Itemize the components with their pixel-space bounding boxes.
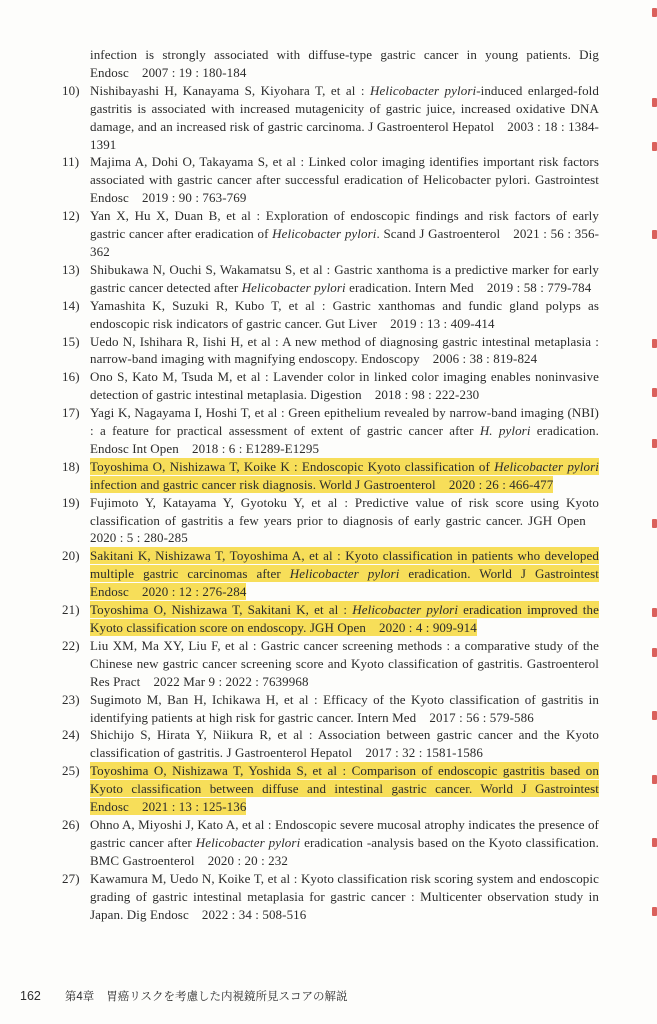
reference-item xyxy=(62,404,599,458)
page-edge-mark xyxy=(652,608,657,617)
reference-number: 16) xyxy=(62,369,80,385)
reference-number: 12) xyxy=(62,208,80,224)
reference-item xyxy=(62,82,599,154)
reference-number: 14) xyxy=(62,297,80,313)
reference-item xyxy=(62,46,599,82)
reference-text: Toyoshima O, Nishizawa T, Koike K : Endoscopic Kyoto classification of Helicobacter pylori infection and gastric cancer risk diagnosis. World J Gastroenterol 2020 : 26 : 466-477 xyxy=(90,458,599,492)
reference-text: Yan X, Hu X, Duan B, et al : Exploration of endoscopic findings and risk factors of early gastric cancer after eradication of Helicobacter pylori. Scand J Gastroenterol 2021 : 56 : 356-362 xyxy=(90,208,599,259)
reference-item xyxy=(62,726,599,762)
page-edge-mark xyxy=(652,711,657,720)
reference-number: 18) xyxy=(62,458,80,474)
reference-text: Ohno A, Miyoshi J, Kato A, et al : Endoscopic severe mucosal atrophy indicates the presence of gastric cancer after Helicobacter pylori eradication -analysis based on the Kyoto classification. BMC Gastroenterol 2020 : 20 : 232 xyxy=(90,816,599,868)
page-edge-mark xyxy=(652,339,657,348)
page-edge-mark xyxy=(652,838,657,847)
reference-number: 22) xyxy=(62,637,80,653)
reference-item xyxy=(62,261,599,297)
reference-number: 25) xyxy=(62,763,80,779)
reference-number: 27) xyxy=(62,870,80,886)
reference-number: 23) xyxy=(62,691,80,707)
reference-text: Uedo N, Ishihara R, Iishi H, et al : A new method of diagnosing gastric intestinal metaplasia : narrow-band imaging with magnifying endoscopy. Endoscopy 2006 : 38 : 819-824 xyxy=(90,333,599,367)
reference-text: Fujimoto Y, Katayama Y, Gyotoku Y, et al : Predictive value of risk score using Kyoto classification of gastritis a few years prior to diagnosis of early gastric cancer. JGH Open 2020 : 5 : 280-285 xyxy=(90,494,599,546)
reference-list xyxy=(62,46,599,923)
page-edge-mark xyxy=(652,8,657,17)
reference-item xyxy=(62,637,599,691)
reference-item xyxy=(62,333,599,369)
reference-number: 15) xyxy=(62,333,80,349)
reference-text: Kawamura M, Uedo N, Koike T, et al : Kyoto classification risk scoring system and endoscopic grading of gastric intestinal metaplasia for gastric cancer : Multicenter observation study in Japan. Dig Endosc 2022 : 34 : 508-516 xyxy=(90,870,599,922)
reference-number: 11) xyxy=(62,154,80,170)
reference-number: 10) xyxy=(62,82,80,98)
page-edge-mark xyxy=(652,142,657,151)
reference-item xyxy=(62,870,599,924)
reference-item xyxy=(62,153,599,207)
reference-item xyxy=(62,762,599,816)
reference-text: Shibukawa N, Ouchi S, Wakamatsu S, et al : Gastric xanthoma is a predictive marker for early gastric cancer detected after Helicobacter pylori eradication. Intern Med 2019 : 58 : 779-784 xyxy=(90,261,599,295)
reference-number: 21) xyxy=(62,602,80,618)
reference-text: Toyoshima O, Nishizawa T, Sakitani K, et al : Helicobacter pylori eradication improved the Kyoto classification score on endoscopy. JGH Open 2020 : 4 : 909-914 xyxy=(90,602,599,635)
page-footer xyxy=(20,987,630,1005)
page-edge-mark xyxy=(652,230,657,239)
reference-text: Shichijo S, Hirata Y, Niikura R, et al : Association between gastric cancer and the Kyoto classification of gastritis. J Gastroenterol Hepatol 2017 : 32 : 1581-1586 xyxy=(90,727,599,761)
page-edge-mark xyxy=(652,519,657,528)
page-edge-mark xyxy=(652,775,657,784)
page-edge-mark xyxy=(652,648,657,657)
reference-text: Nishibayashi H, Kanayama S, Kiyohara T, et al : Helicobacter pylori-induced enlarged-fold gastritis is associated with increased mutagenicity of gastric juice, increased oxidative DNA damage, and an increased risk of gastric carcinoma. J Gastroenterol Hepatol 2003 : 18 : 1384-1391 xyxy=(90,82,599,152)
chapter-label: 第4章 xyxy=(64,991,95,1003)
reference-number: 20) xyxy=(62,548,80,564)
reference-text: Yamashita K, Suzuki R, Kubo T, et al : Gastric xanthomas and fundic gland polyps as endoscopic risk indicators of gastric cancer. Gut Liver 2019 : 13 : 409-414 xyxy=(90,297,599,331)
reference-number: 26) xyxy=(62,816,80,832)
reference-number: 17) xyxy=(62,405,80,421)
reference-text: Yagi K, Nagayama I, Hoshi T, et al : Green epithelium revealed by narrow-band imaging (NBI) : a feature for practical assessment of extent of gastric cancer after H. pylori eradication. Endosc Int Open 2018 : 6 : E1289-E1295 xyxy=(90,405,600,456)
reference-text: Sakitani K, Nishizawa T, Toyoshima A, et al : Kyoto classification in patients who developed multiple gastric carcinomas after Helicobacter pylori eradication. World J Gastrointest Endosc 2020 : 12 : 276-284 xyxy=(90,548,599,600)
reference-text: infection is strongly associated with diffuse-type gastric cancer in young patients. Dig Endosc 2007 : 19 : 180-184 xyxy=(90,47,599,80)
chapter-title: 胃癌リスクを考慮した内視鏡所見スコアの解説 xyxy=(106,991,348,1003)
reference-number: 24) xyxy=(62,727,80,743)
reference-item xyxy=(62,207,599,261)
page-edge-mark xyxy=(652,907,657,916)
reference-item xyxy=(62,297,599,333)
reference-text: Ono S, Kato M, Tsuda M, et al : Lavender color in linked color imaging enables noninvasive detection of gastric intestinal metaplasia. Digestion 2018 : 98 : 222-230 xyxy=(90,369,599,403)
reference-text: Sugimoto M, Ban H, Ichikawa H, et al : Efficacy of the Kyoto classification of gastritis in identifying patients at high risk for gastric cancer. Intern Med 2017 : 56 : 579-586 xyxy=(90,691,599,725)
reference-text: Majima A, Dohi O, Takayama S, et al : Linked color imaging identifies important risk factors associated with gastric cancer after successful eradication of Helicobacter pylori. Gastrointest Endosc 2019 : 90 : 763-769 xyxy=(90,154,599,206)
reference-number: 19) xyxy=(62,494,80,510)
reference-item xyxy=(62,368,599,404)
reference-item xyxy=(62,458,599,494)
page-edge-mark xyxy=(652,439,657,448)
page-edge-mark xyxy=(652,98,657,107)
reference-text: Liu XM, Ma XY, Liu F, et al : Gastric cancer screening methods : a comparative study of the Chinese new gastric cancer screening score and Kyoto classification of gastritis. Gastroenterol Res Pract 2022 Mar 9 : 2022 : 7639968 xyxy=(90,637,599,689)
reference-item xyxy=(62,494,599,548)
page-edge-mark xyxy=(652,388,657,397)
reference-item xyxy=(62,601,599,637)
reference-number: 13) xyxy=(62,261,80,277)
reference-item xyxy=(62,547,599,601)
reference-text: Toyoshima O, Nishizawa T, Yoshida S, et al : Comparison of endoscopic gastritis based on Kyoto classification between diffuse and intestinal gastric cancer. World J Gastrointest Endosc 2021 : 13 : 125-136 xyxy=(90,763,599,815)
reference-item xyxy=(62,691,599,727)
page-number: 162 xyxy=(20,989,41,1003)
reference-item xyxy=(62,816,599,870)
